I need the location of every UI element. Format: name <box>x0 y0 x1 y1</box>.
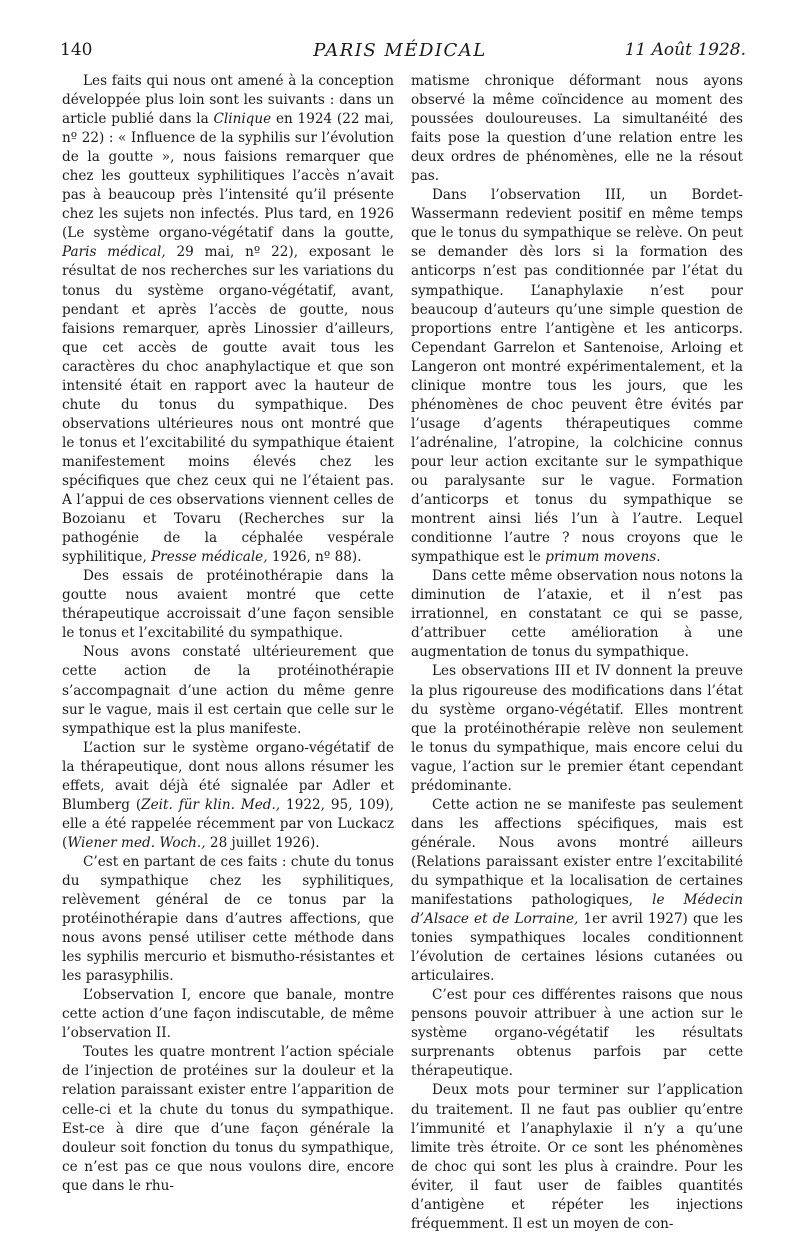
paragraph <box>62 567 394 643</box>
text-run: 1er avril 1927) que les tonies sympathiques locales conditionnent l’évolution de certaines lésions cutanées ou articulaires. <box>411 911 743 985</box>
text-run: C’est pour ces différentes raisons que nous pensons pouvoir attribuer à une action sur le système organo-végétatif les résultats surprenants obtenus parfois par cette thérapeutique. <box>411 987 743 1080</box>
text-run: 1922, 95, 109), elle a été rappelée récemment par von Luckacz ( <box>62 796 394 851</box>
text-run: Nous avons constaté ultérieurement que cette action de la protéinothérapie s’accompagnait d’une action du même genre sur le vague, mais il est certain que celle sur le sympathique est la plus manifeste. <box>62 644 394 737</box>
page-header <box>0 40 800 74</box>
paragraph <box>411 186 743 567</box>
text-run: 29 mai, nº 22), exposant le résultat de nos recherches sur les variations du tonus du système organo-végétatif, avant, pendant et après l’accès de goutte, nous faisions remarquer, après Linossier d’ailleurs, que cet accès de goutte avait tous les caractères du choc anaphylactique et que son intensité était en rapport avec la hauteur de chute du tonus du sympathique. Des observations ultérieures nous ont montré que le tonus et l’excitabilité du sympathique étaient manifestement moins élevés chez les spécifiques que chez ceux qui ne l’étaient pas. A l’appui de ces observations viennent celles de Bozoianu et Tovaru (Recherches sur la pathogénie de la céphalée vespérale syphilitique, <box>62 244 394 566</box>
paragraph <box>411 567 743 662</box>
issue-date: 11 Août 1928. <box>624 40 746 60</box>
journal-title: PARIS MÉDICAL <box>313 40 487 61</box>
paragraph <box>62 72 394 567</box>
paragraph <box>411 986 743 1081</box>
italic-text: Presse médicale, <box>151 549 268 566</box>
paragraph <box>62 986 394 1043</box>
italic-text: Clinique <box>213 111 272 128</box>
italic-text: le Médecin d’Alsace et de Lorraine, <box>411 892 743 928</box>
right-column <box>411 72 743 1234</box>
text-run: L’action sur le système organo-végétatif de la thérapeutique, dont nous allons résumer les effets, avait déjà été signalée par Adler et Blumberg ( <box>62 739 394 813</box>
paragraph <box>411 796 743 986</box>
text-run: Cette action ne se manifeste pas seulement dans les affections spécifiques, mais est générale. Nous avons montré ailleurs (Relations paraissant exister entre l’excitabilité du sympathique et la localisation de certaines manifestations pathologiques, <box>411 796 743 909</box>
page-number: 140 <box>60 40 93 60</box>
text-run: matisme chronique déformant nous ayons observé la même coïncidence au moment des poussées douloureuses. La simultanéité des faits pose la question d’une relation entre les deux ordres de phénomènes, elle ne la résout pas. <box>411 73 743 185</box>
text-run: Les faits qui nous ont amené à la conception développée plus loin sont les suivants : dans un article publié dans la <box>62 73 394 128</box>
text-run: 28 juillet 1926). <box>205 834 320 851</box>
italic-text: Paris médical, <box>62 244 166 261</box>
italic-text: primum movens. <box>545 549 661 566</box>
text-run: L’observation I, encore que banale, montre cette action d’une façon indiscutable, de même l’observation II. <box>62 987 394 1042</box>
paragraph <box>62 643 394 738</box>
text-run: Toutes les quatre montrent l’action spéciale de l’injection de protéines sur la douleur et la relation paraissant exister entre l’apparition de celle-ci et la chute du tonus du sympathique. Est-ce à dire que d’une façon générale la douleur soit fonction du tonus du sympathique, ce n’est pas ce que nous voulons dire, encore que dans le rhu- <box>62 1044 394 1194</box>
paragraph <box>411 662 743 795</box>
italic-text: Wiener med. Woch., <box>67 834 206 851</box>
paragraph <box>411 1081 743 1233</box>
paragraph <box>62 739 394 853</box>
paragraph <box>62 853 394 986</box>
text-run: Les observations III et IV donnent la preuve la plus rigoureuse des modifications dans l’état du système organo-végétatif. Elles montrent que la protéinothérapie relève non seulement le tonus du sympathique, mais encore celui du vague, l’action sur le premier étant cependant prédominante. <box>411 663 743 794</box>
text-run: Dans cette même observation nous notons la diminution de l’ataxie, et il n’est pas irrationnel, en constatant ce qui se passe, d’attribuer cette amélioration à une augmentation de tonus du sympathique. <box>411 568 743 661</box>
text-run: Des essais de protéinothérapie dans la goutte nous avaient montré que cette thérapeutique accroissait d’une façon sensible le tonus et l’excitabilité du sympathique. <box>62 568 394 642</box>
paragraph <box>62 1043 394 1195</box>
left-column <box>62 72 394 1196</box>
text-run: en 1924 (22 mai, nº 22) : « Influence de la syphilis sur l’évolution de la goutte », nous faisions remarquer que chez les goutteux syphilitiques l’accès n’avait pas à beaucoup près l’intensité qu’il présente chez les sujets non infectés. Plus tard, en 1926 (Le système organo-végétatif dans la goutte, <box>62 111 394 242</box>
text-run: Deux mots pour terminer sur l’application du traitement. Il ne faut pas oublier qu’entre l’immunité et l’anaphylaxie il n’y a qu’une limite très étroite. Or ce sont les phénomènes de choc qui sont les plus à craindre. Pour les éviter, il faut user de faibles quantités d’antigène et répéter les injections fréquemment. Il est un moyen de con- <box>411 1082 743 1232</box>
text-run: 1926, nº 88). <box>267 549 362 566</box>
text-run: Dans l’observation III, un Bordet-Wassermann redevient positif en même temps que le tonus du sympathique se relève. On peut se demander dès lors si la formation des anticorps n’est pas conditionnée par l’état du sympathique. L’anaphylaxie n’est pour beaucoup d’auteurs qu’une simple question de proportions entre l’antigène et les anticorps. Cependant Garrelon et Santenoise, Arloing et Langeron ont montré expérimentalement, et la clinique montre tous les jours, que les phénomènes de choc peuvent être évités par l’usage d’agents thérapeutiques comme l’adrénaline, l’atropine, la colchicine connus pour leur action excitante sur le sympathique ou paralysante sur le vague. Formation d’anticorps et tonus du sympathique se montrent ainsi liés l’un à l’autre. Lequel conditionne l’autre ? nous croyons que le sympathique est le <box>411 187 743 566</box>
italic-text: Zeit. für klin. Med., <box>141 796 281 813</box>
paragraph <box>411 72 743 186</box>
text-run: C’est en partant de ces faits : chute du tonus du sympathique chez les syphilitiques, relèvement général de ce tonus par la protéinothérapie dans d’autres affections, que nous avons pensé utiliser cette méthode dans les syphilis mercurio et bismutho-résistantes et les parasyphilis. <box>62 853 394 985</box>
